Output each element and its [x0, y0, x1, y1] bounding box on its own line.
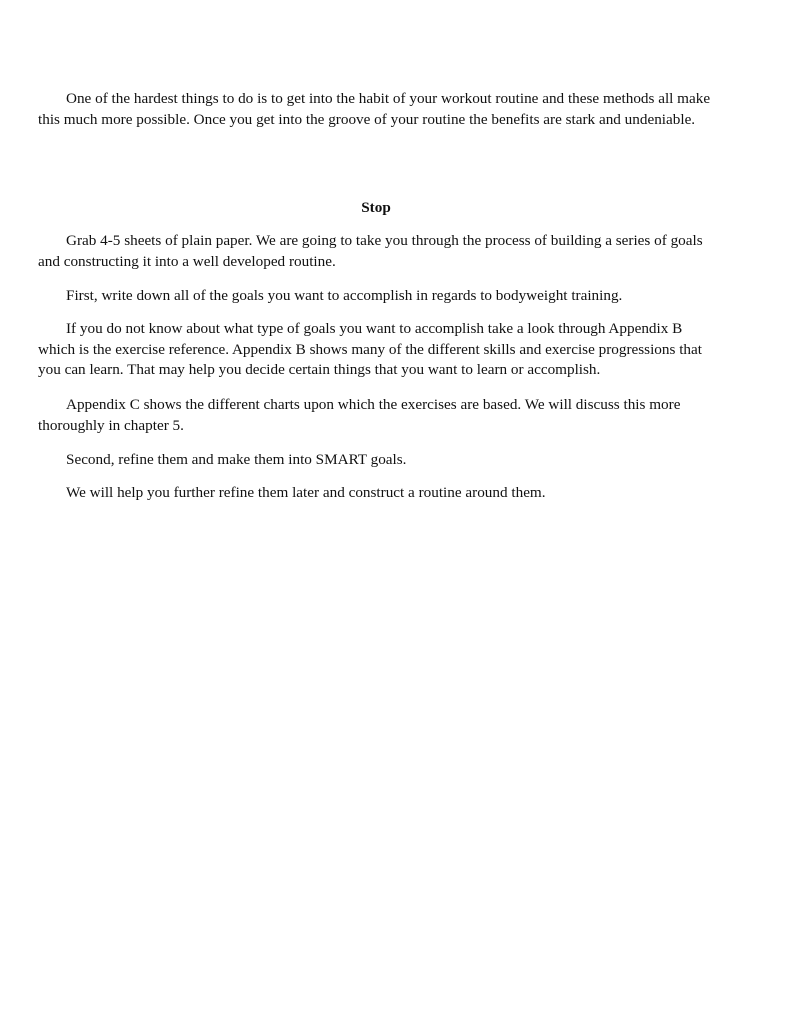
paragraph-instructions [38, 231, 714, 272]
paragraph-appendix-c [38, 395, 714, 436]
section-heading: Stop [361, 199, 391, 216]
paragraph-write-goals [38, 286, 714, 307]
paragraph-smart-goals [38, 450, 714, 471]
paragraph-text: Second, refine them and make them into SMART goals. [66, 451, 407, 468]
paragraph-text: First, write down all of the goals you want to accomplish in regards to bodyweight training. [66, 287, 623, 304]
paragraph-text: Grab 4-5 sheets of plain paper. We are going to take you through the process of building a series of goals and constructing it into a well developed routine. [38, 232, 703, 270]
paragraph-text: We will help you further refine them later and construct a routine around them. [66, 484, 546, 501]
paragraph-appendix-b [38, 319, 714, 381]
intro-paragraph [38, 89, 714, 130]
paragraph-text: One of the hardest things to do is to get into the habit of your workout routine and these methods all make this much more possible. Once you get into the groove of your routine the benefits are stark and undeniable. [38, 90, 711, 128]
paragraph-text: Appendix C shows the different charts upon which the exercises are based. We will discuss this more thoroughly in chapter 5. [38, 396, 681, 434]
paragraph-refine-later [38, 483, 714, 504]
paragraph-text: If you do not know about what type of goals you want to accomplish take a look through Appendix B which is the exercise reference. Appendix B shows many of the different skills and exercise progressions that you can learn. That may help you decide certain things that you want to learn or accomplish. [38, 320, 702, 378]
